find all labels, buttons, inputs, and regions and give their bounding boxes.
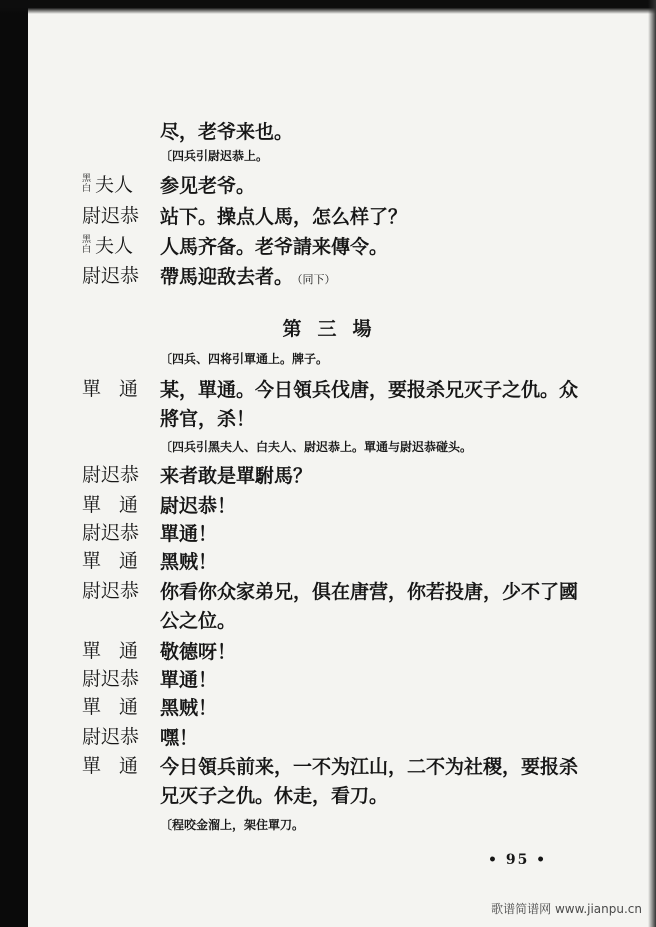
line-text: 尉迟恭！ — [160, 495, 237, 517]
speaker-label: 單通 — [82, 494, 157, 516]
line-text: 来者敢是單駙馬？ — [160, 465, 313, 487]
line-text: 單通！ — [160, 523, 218, 545]
speaker-label: 單通 — [82, 378, 157, 400]
scene-title: 第三場 — [282, 318, 388, 340]
line-text: 参见老爷。 — [160, 175, 256, 197]
line-text: 你看你众家弟兄，俱在唐营，你若投唐，少不了國公之位。 — [160, 581, 579, 632]
exit-note: （同下） — [297, 273, 336, 286]
line-text: 嘿！ — [160, 727, 199, 749]
speaker-label — [82, 233, 156, 259]
speaker-label: 尉迟恭 — [82, 580, 140, 602]
speaker-label: 單通 — [82, 550, 157, 572]
stage-text: 〔四兵引尉迟恭上。 — [160, 149, 269, 163]
speaker-name: 夫人 — [95, 174, 134, 196]
speaker-label: 單通 — [82, 755, 157, 777]
line-text — [160, 263, 590, 294]
line-text: 單通！ — [160, 669, 218, 691]
line-text: 尽，老爷来也。 — [160, 121, 294, 143]
line-text: 人馬齐备。老爷請来傳令。 — [160, 236, 389, 258]
speaker-label — [82, 172, 156, 198]
speaker-label: 尉迟恭 — [82, 205, 140, 227]
speaker-label: 尉迟恭 — [82, 726, 140, 748]
stage-text: 〔四兵引黑夫人、白夫人、尉迟恭上。單通与尉迟恭碰头。 — [160, 440, 473, 454]
stage-text: 〔程咬金溜上，架住單刀。 — [160, 818, 305, 832]
line-text: 敬德呀！ — [160, 641, 237, 663]
speaker-label: 尉迟恭 — [82, 668, 140, 690]
speaker-name: 夫人 — [95, 235, 134, 257]
speaker-label: 單通 — [82, 696, 157, 718]
page-number: • 95 • — [488, 852, 548, 868]
line-text: 黑贼！ — [160, 551, 218, 573]
speaker-label: 尉迟恭 — [82, 464, 140, 486]
site-watermark: 歌谱简谱网 www.jianpu.cn — [491, 902, 642, 916]
speaker-label: 尉迟恭 — [82, 265, 140, 287]
stage-text: 〔四兵、四将引單通上。牌子。 — [160, 352, 329, 366]
line-text: 某，單通。今日領兵伐唐，要报杀兄灭子之仇。众將官，杀！ — [160, 379, 579, 430]
speaker-prefix: 黑白 — [82, 235, 92, 255]
speaker-label: 尉迟恭 — [82, 522, 140, 544]
speaker-label: 單通 — [82, 640, 157, 662]
line-text: 站下。操点人馬，怎么样了？ — [160, 206, 408, 228]
line-text: 今日領兵前来，一不为江山，二不为社稷，要报杀兄灭子之仇。休走，看刀。 — [160, 756, 579, 807]
line-text: 黑贼！ — [160, 697, 218, 719]
line-body: 帶馬迎敌去者。 — [160, 266, 294, 288]
speaker-prefix: 黑白 — [82, 174, 92, 194]
